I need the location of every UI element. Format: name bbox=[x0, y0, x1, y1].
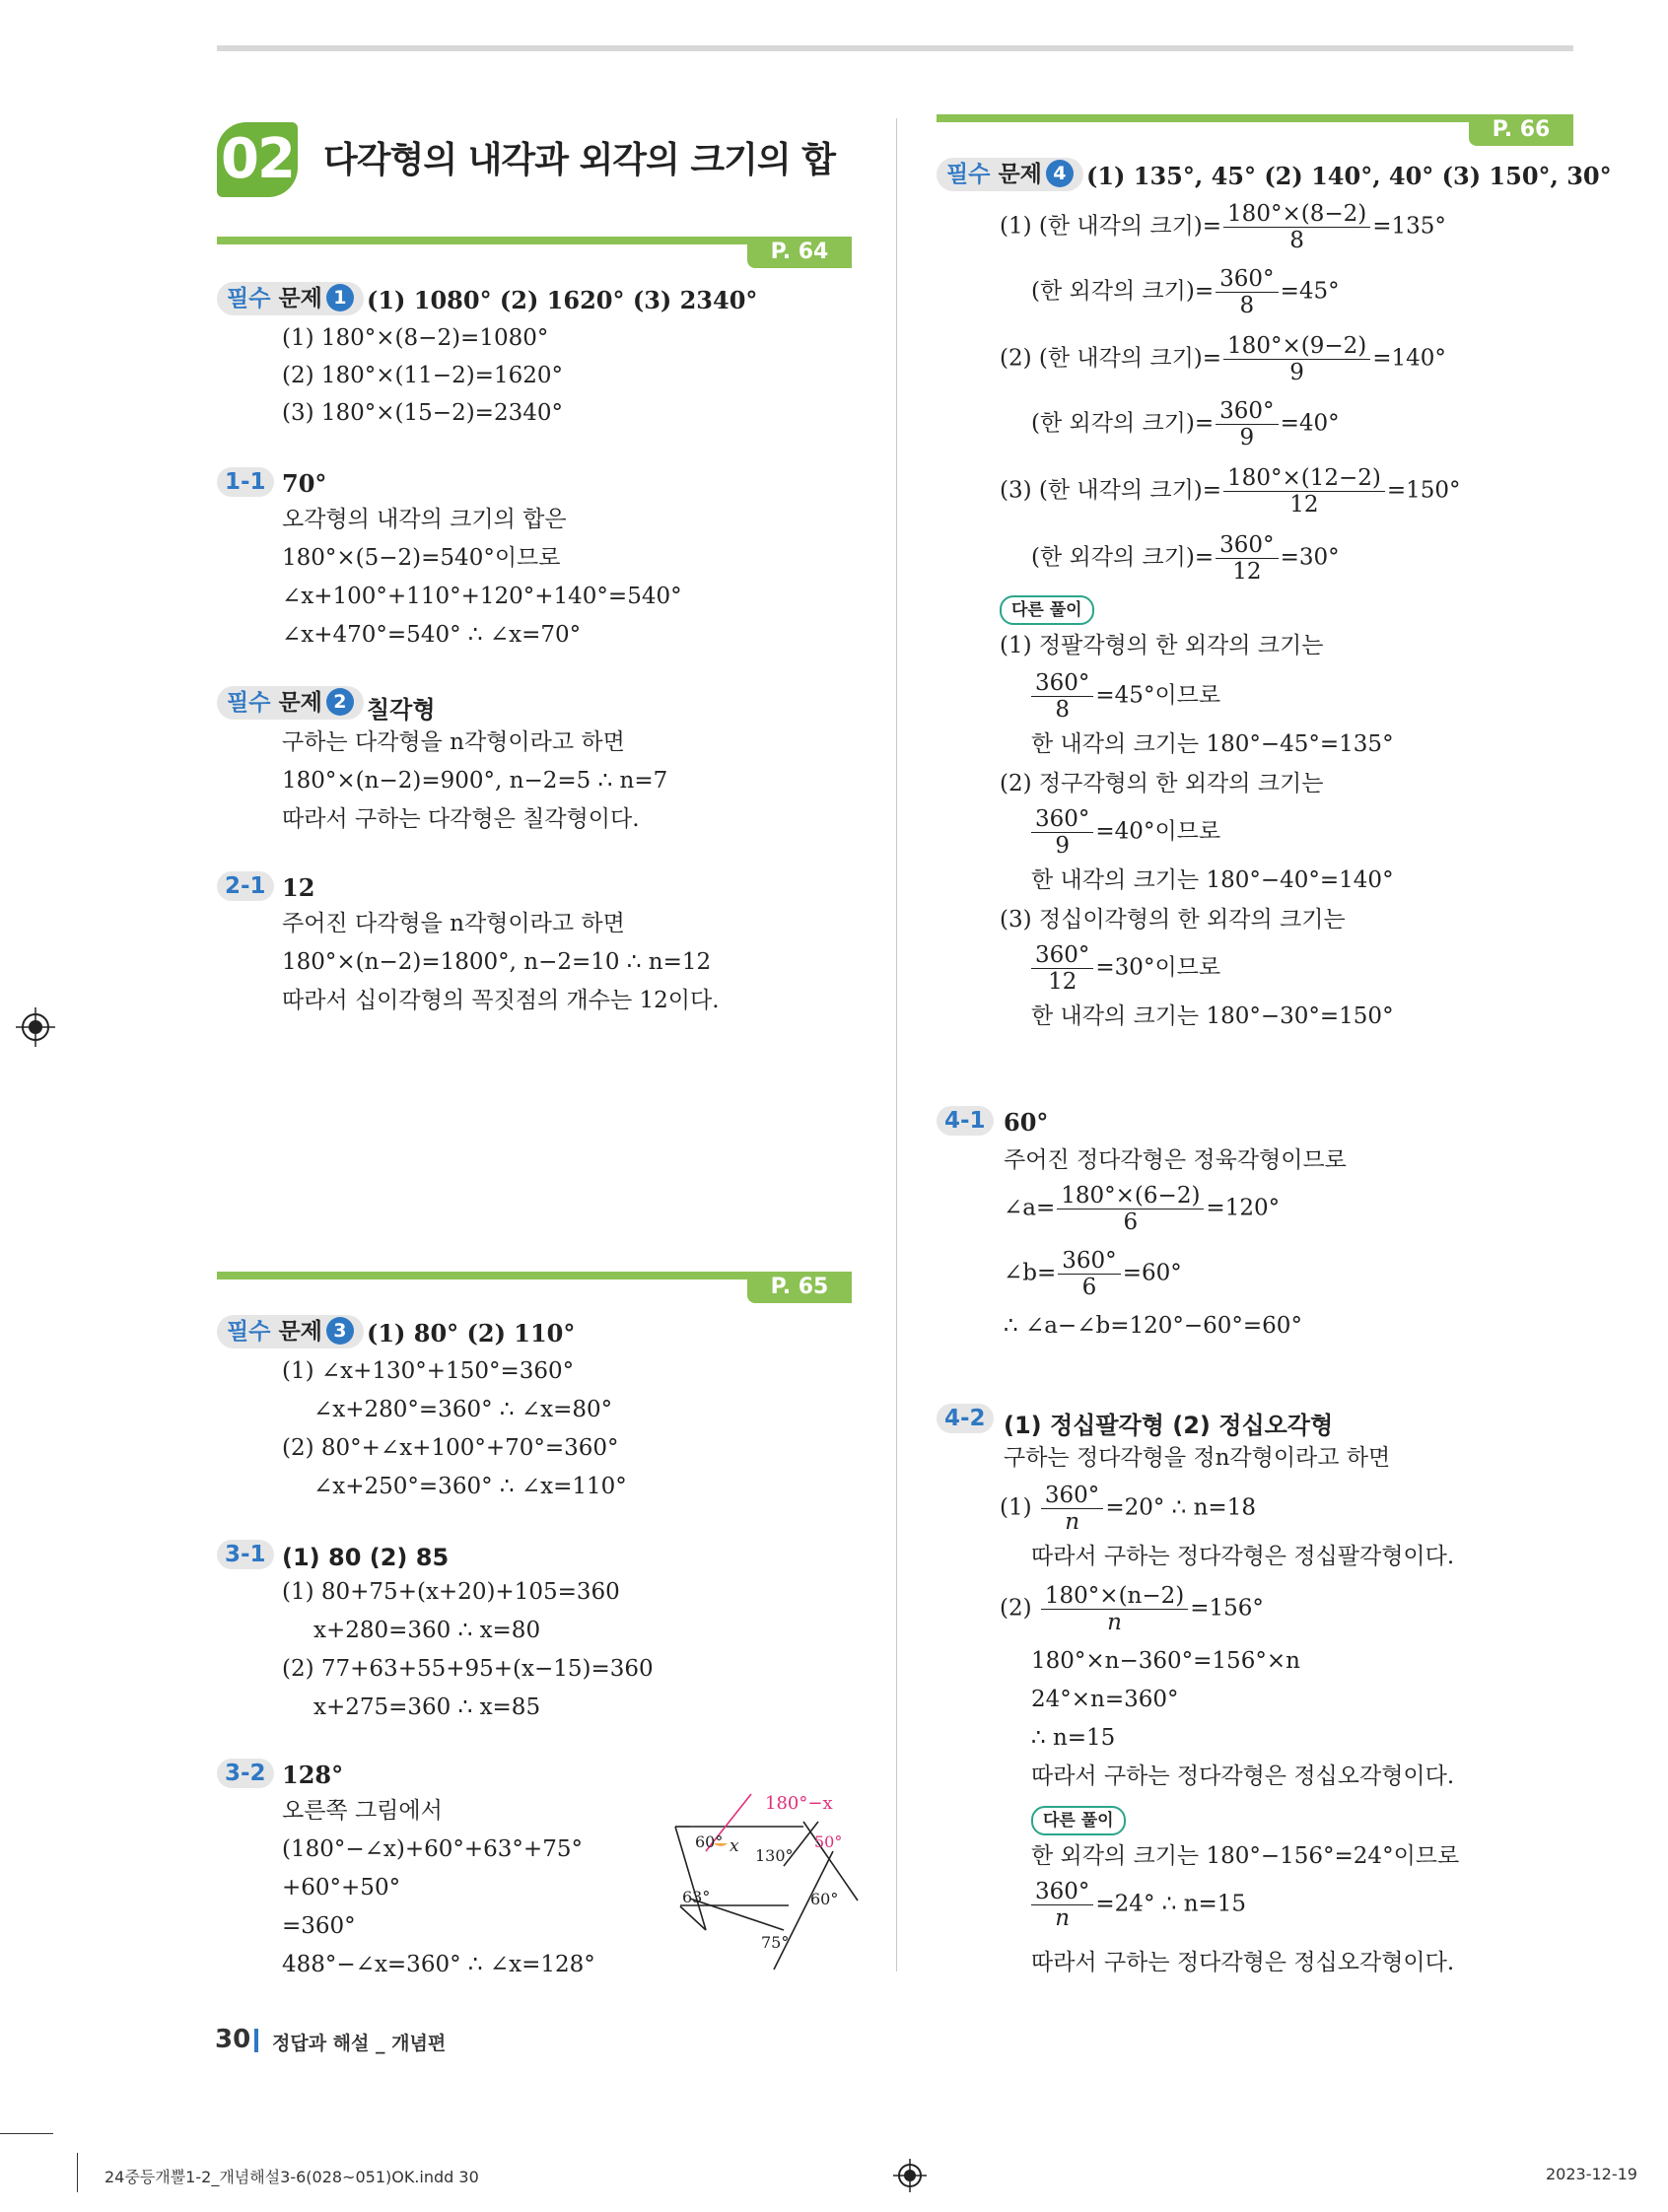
sub3-1-answer: (1) 80 (2) 85 bbox=[282, 1544, 450, 1571]
sub4-2-p2: (2) $\frac{180^\circ\times(n-2)}{n}$ =156° bbox=[1000, 1583, 1264, 1635]
prob3-line: ∠x+250°=360° ∴ ∠x=110° bbox=[313, 1474, 627, 1499]
sub-problem-tag-3-1: 3-1 bbox=[217, 1540, 274, 1569]
prob3-answer: (1) 80° (2) 110° bbox=[367, 1319, 576, 1348]
prob2-line: 따라서 구하는 다각형은 칠각형이다. bbox=[282, 806, 640, 832]
sub3-2-line: 오른쪽 그림에서 bbox=[282, 1798, 443, 1824]
crop-mark bbox=[0, 2133, 53, 2134]
sub3-2-answer: 128° bbox=[282, 1761, 344, 1789]
sub4-2-answer: (1) 정십팔각형 (2) 정십오각형 bbox=[1004, 1412, 1334, 1439]
must-problem-badge-2: 필수 문제 2 bbox=[217, 686, 364, 720]
must-problem-badge-4: 필수 문제 4 bbox=[937, 158, 1083, 191]
section-number: 02 bbox=[217, 122, 298, 197]
sub3-2-line: =360° bbox=[282, 1913, 356, 1939]
sub4-2-line: 구하는 정다각형을 정n각형이라고 하면 bbox=[1004, 1445, 1391, 1471]
page-number: 30 bbox=[215, 2025, 251, 2054]
fig-label: 130° bbox=[755, 1846, 794, 1865]
prob3-line: ∠x+280°=360° ∴ ∠x=80° bbox=[313, 1397, 613, 1422]
sub-problem-tag-4-2: 4-2 bbox=[937, 1404, 994, 1433]
sub-problem-tag-1-1: 1-1 bbox=[217, 467, 274, 497]
prob4-alt-frac: $\frac{360^\circ}{12}$ =30°이므로 bbox=[1029, 942, 1220, 995]
sub4-2-line: ∴ n=15 bbox=[1031, 1725, 1116, 1751]
sub-problem-tag-3-2: 3-2 bbox=[217, 1759, 274, 1788]
sub4-2-line: 한 외각의 크기는 180°−156°=24°이므로 bbox=[1031, 1843, 1460, 1869]
page-tag-65: P. 65 bbox=[747, 1272, 852, 1303]
sub4-2-line: 따라서 구하는 정다각형은 정십오각형이다. bbox=[1031, 1950, 1455, 1975]
prob4-row-1: (1) (한 내각의 크기)= $\frac{180^\circ\times(8-2)}{8}$ =135° bbox=[1000, 201, 1446, 253]
sub3-2-line: (180°−∠x)+60°+63°+75° bbox=[282, 1836, 583, 1862]
must-problem-badge-1: 필수 문제 1 bbox=[217, 282, 364, 315]
prob4-alt-line: (2) 정구각형의 한 외각의 크기는 bbox=[1000, 771, 1324, 796]
alt-solution-badge: 다른 풀이 bbox=[1031, 1806, 1126, 1835]
registration-mark-icon bbox=[16, 1007, 55, 1047]
fig-label: 60° bbox=[695, 1832, 724, 1851]
fig-label: 75° bbox=[761, 1933, 790, 1952]
sub4-1-line: 주어진 정다각형은 정육각형이므로 bbox=[1004, 1147, 1347, 1173]
registration-mark-icon bbox=[893, 2159, 927, 2192]
prob1-line: (2) 180°×(11−2)=1620° bbox=[282, 363, 563, 388]
column-divider bbox=[896, 118, 897, 1971]
sub1-1-line: 180°×(5−2)=540°이므로 bbox=[282, 545, 561, 571]
sub-problem-tag-4-1: 4-1 bbox=[937, 1106, 994, 1136]
prob1-line: (1) 180°×(8−2)=1080° bbox=[282, 325, 549, 351]
must-problem-badge-3: 필수 문제 3 bbox=[217, 1315, 364, 1348]
prob4-alt-frac: $\frac{360^\circ}{8}$ =45°이므로 bbox=[1029, 670, 1220, 723]
sub3-2-line: +60°+50° bbox=[282, 1875, 401, 1901]
page-tag-64: P. 64 bbox=[747, 237, 852, 268]
sub4-2-line: 180°×n−360°=156°×n bbox=[1031, 1648, 1300, 1674]
fig-label: 180°−x bbox=[765, 1793, 833, 1814]
prob3-line: (2) 80°+∠x+100°+70°=360° bbox=[282, 1435, 619, 1461]
page-tag-66: P. 66 bbox=[1469, 114, 1573, 146]
sub4-2-alt-frac: $\frac{360^\circ}{n}$ =24° ∴ n=15 bbox=[1029, 1879, 1246, 1931]
prob4-row-4: (한 외각의 크기)= $\frac{360^\circ}{9}$ =40° bbox=[1031, 398, 1340, 450]
sub4-1-b: ∠b= $\frac{360^\circ}{6}$ =60° bbox=[1004, 1248, 1182, 1300]
sub3-1-line: (2) 77+63+55+95+(x−15)=360 bbox=[282, 1656, 654, 1682]
top-rule bbox=[217, 45, 1573, 51]
prob4-alt-frac: $\frac{360^\circ}{9}$ =40°이므로 bbox=[1029, 806, 1220, 859]
prob4-alt-line: 한 내각의 크기는 180°−40°=140° bbox=[1031, 867, 1394, 893]
footer-text: 정답과 해설 _ 개념편 bbox=[272, 2033, 447, 2054]
sub4-1-line: ∴ ∠a−∠b=120°−60°=60° bbox=[1004, 1313, 1302, 1339]
sub3-2-line: 488°−∠x=360° ∴ ∠x=128° bbox=[282, 1952, 595, 1977]
prob4-alt-line: 한 내각의 크기는 180°−45°=135° bbox=[1031, 731, 1394, 757]
prob4-row-3: (2) (한 내각의 크기)= $\frac{180^\circ\times(9-2)}{9}$ =140° bbox=[1000, 333, 1446, 385]
prob4-row-6: (한 외각의 크기)= $\frac{360^\circ}{12}$ =30° bbox=[1031, 532, 1340, 585]
fig-label: 50° bbox=[814, 1832, 843, 1851]
sub2-1-line: 주어진 다각형을 n각형이라고 하면 bbox=[282, 911, 625, 936]
sub2-1-line: 따라서 십이각형의 꼭짓점의 개수는 12이다. bbox=[282, 988, 720, 1013]
alt-solution-badge: 다른 풀이 bbox=[1000, 595, 1094, 625]
prob1-answer: (1) 1080° (2) 1620° (3) 2340° bbox=[367, 286, 758, 314]
sub4-2-line: 24°×n=360° bbox=[1031, 1687, 1179, 1712]
print-date: 2023-12-19 bbox=[1546, 2165, 1637, 2183]
crop-mark bbox=[77, 2153, 78, 2192]
sub2-1-answer: 12 bbox=[282, 873, 315, 902]
sub1-1-answer: 70° bbox=[282, 469, 327, 498]
sub4-2-line: 따라서 구하는 정다각형은 정십오각형이다. bbox=[1031, 1763, 1455, 1789]
sub1-1-line: ∠x+470°=540° ∴ ∠x=70° bbox=[282, 622, 582, 648]
section-title: 다각형의 내각과 외각의 크기의 합 bbox=[323, 140, 835, 180]
sub3-1-line: (1) 80+75+(x+20)+105=360 bbox=[282, 1579, 620, 1605]
prob4-row-5: (3) (한 내각의 크기)= $\frac{180^\circ\times(12-2)}{12}$ =150° bbox=[1000, 465, 1461, 518]
fig-label: 63° bbox=[682, 1888, 711, 1906]
footer-divider bbox=[254, 2029, 258, 2052]
sub-problem-tag-2-1: 2-1 bbox=[217, 871, 274, 901]
sub4-1-a: ∠a= $\frac{180^\circ\times(6-2)}{6}$ =120° bbox=[1004, 1183, 1281, 1235]
fig-label: x bbox=[730, 1836, 739, 1856]
prob2-line: 구하는 다각형을 n각형이라고 하면 bbox=[282, 729, 625, 755]
prob3-line: (1) ∠x+130°+150°=360° bbox=[282, 1358, 575, 1384]
sub4-1-answer: 60° bbox=[1004, 1108, 1049, 1137]
fig-label: 60° bbox=[810, 1890, 839, 1908]
sub4-2-line: 따라서 구하는 정다각형은 정십팔각형이다. bbox=[1031, 1544, 1455, 1569]
sub3-1-line: x+275=360 ∴ x=85 bbox=[313, 1694, 541, 1720]
hexagon-angle-figure bbox=[670, 1792, 868, 1979]
prob1-line: (3) 180°×(15−2)=2340° bbox=[282, 400, 563, 426]
print-file-info: 24중등개뿔1-2_개념해설3-6(028~051)OK.indd 30 bbox=[104, 2168, 479, 2186]
prob2-answer: 칠각형 bbox=[367, 695, 436, 724]
sub3-1-line: x+280=360 ∴ x=80 bbox=[313, 1618, 541, 1643]
sub1-1-line: ∠x+100°+110°+120°+140°=540° bbox=[282, 584, 682, 609]
sub2-1-line: 180°×(n−2)=1800°, n−2=10 ∴ n=12 bbox=[282, 949, 712, 975]
sub4-2-p1: (1) $\frac{360^\circ}{n}$ =20° ∴ n=18 bbox=[1000, 1483, 1256, 1535]
prob4-alt-line: 한 내각의 크기는 180°−30°=150° bbox=[1031, 1003, 1394, 1029]
prob4-row-2: (한 외각의 크기)= $\frac{360^\circ}{8}$ =45° bbox=[1031, 266, 1340, 318]
prob2-line: 180°×(n−2)=900°, n−2=5 ∴ n=7 bbox=[282, 768, 668, 794]
prob4-alt-line: (3) 정십이각형의 한 외각의 크기는 bbox=[1000, 907, 1346, 933]
sub1-1-line: 오각형의 내각의 크기의 합은 bbox=[282, 507, 567, 532]
prob4-answer: (1) 135°, 45° (2) 140°, 40° (3) 150°, 30° bbox=[1086, 162, 1612, 190]
prob4-alt-line: (1) 정팔각형의 한 외각의 크기는 bbox=[1000, 633, 1324, 658]
